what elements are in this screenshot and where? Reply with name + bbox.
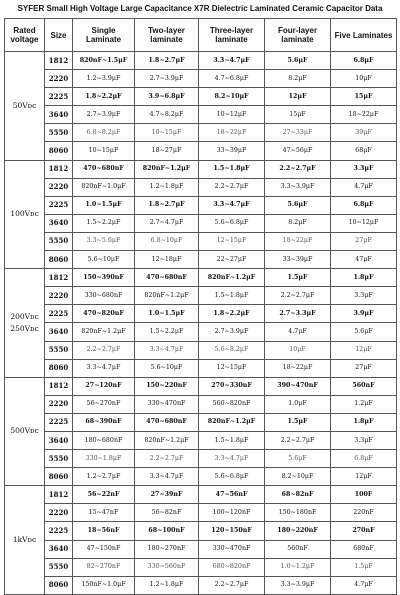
capacitance-cell: 150~180nF — [265, 504, 331, 522]
size-cell: 5550 — [45, 341, 73, 359]
capacitance-cell: 1.8~2.7μF — [135, 52, 199, 70]
size-cell: 5550 — [45, 124, 73, 142]
capacitance-cell: 1.2μF — [331, 395, 397, 413]
capacitance-cell: 680~820nF — [199, 558, 265, 576]
capacitance-cell: 4.7~8.2μF — [135, 106, 199, 124]
size-cell: 3640 — [45, 106, 73, 124]
capacitance-cell: 18~22μF — [199, 124, 265, 142]
capacitance-cell: 820nF~1.5μF — [73, 52, 135, 70]
capacitance-cell: 10~12μF — [199, 106, 265, 124]
capacitance-cell: 10~12μF — [331, 214, 397, 232]
capacitance-cell: 56~82nF — [135, 504, 199, 522]
capacitance-cell: 820nF~1.2μF — [199, 269, 265, 287]
capacitance-cell: 470~680nF — [135, 269, 199, 287]
capacitance-cell: 1.0μF — [265, 395, 331, 413]
capacitance-cell: 5.6~10μF — [73, 251, 135, 269]
capacitance-cell: 1.2~2.7μF — [73, 468, 135, 486]
size-cell: 2225 — [45, 196, 73, 214]
capacitance-cell: 2.7~3.9μF — [73, 106, 135, 124]
size-cell: 3640 — [45, 323, 73, 341]
capacitance-cell: 39μF — [331, 124, 397, 142]
capacitance-cell: 1.5~1.8μF — [199, 431, 265, 449]
capacitance-cell: 1.2~3.9μF — [73, 70, 135, 88]
capacitance-cell: 330~560nF — [135, 558, 199, 576]
capacitance-cell: 68μF — [331, 142, 397, 160]
capacitance-cell: 180~680nF — [73, 431, 135, 449]
size-cell: 2220 — [45, 287, 73, 305]
table-row — [5, 323, 397, 341]
capacitance-cell: 18~22μF — [331, 106, 397, 124]
capacitance-cell: 27μF — [331, 232, 397, 250]
table-row — [5, 486, 397, 504]
capacitance-cell: 6.8μF — [331, 450, 397, 468]
capacitance-cell: 2.7~4.7μF — [135, 214, 199, 232]
table-row — [5, 124, 397, 142]
table-row — [5, 431, 397, 449]
capacitance-cell: 390~470nF — [265, 377, 331, 395]
table-row — [5, 450, 397, 468]
capacitance-cell: 100F — [331, 486, 397, 504]
capacitance-cell: 560nF — [331, 377, 397, 395]
capacitance-cell: 4.7~6.8μF — [199, 70, 265, 88]
capacitance-cell: 150~220nF — [135, 377, 199, 395]
size-cell: 1812 — [45, 52, 73, 70]
capacitance-cell: 8.2μF — [265, 70, 331, 88]
capacitance-cell: 680nF — [331, 540, 397, 558]
capacitance-cell: 4.7μF — [331, 576, 397, 594]
header-two-layer: Two-layer laminate — [135, 19, 199, 52]
table-row — [5, 468, 397, 486]
table-row — [5, 522, 397, 540]
capacitance-cell: 68~100nF — [135, 522, 199, 540]
capacitance-cell: 10~15μF — [135, 124, 199, 142]
table-row — [5, 576, 397, 594]
capacitance-cell: 27~33μF — [265, 124, 331, 142]
capacitance-cell: 820nF~1.0μF — [73, 178, 135, 196]
capacitance-cell: 15μF — [265, 106, 331, 124]
capacitance-cell: 68~390nF — [73, 413, 135, 431]
capacitance-cell: 3.3μF — [331, 287, 397, 305]
capacitance-cell: 3.3~4.7μF — [199, 450, 265, 468]
capacitance-cell: 2.7~3.9μF — [135, 70, 199, 88]
capacitance-cell: 3.9~6.8μF — [135, 88, 199, 106]
capacitance-cell: 68~82nF — [265, 486, 331, 504]
table-row — [5, 504, 397, 522]
table-row — [5, 196, 397, 214]
capacitance-cell: 470~680nF — [73, 160, 135, 178]
table-row — [5, 558, 397, 576]
size-cell: 1812 — [45, 269, 73, 287]
page-title: SYFER Small High Voltage Large Capacitance X7R Dielectric Laminated Ceramic Capacitor Data — [17, 4, 383, 13]
capacitor-data-table — [4, 18, 397, 595]
rated-voltage-cell: 200Vᴅᴄ 250Vᴅᴄ — [5, 269, 45, 378]
capacitance-cell: 3.3~4.7μF — [135, 341, 199, 359]
capacitance-cell: 2.2~2.7μF — [265, 431, 331, 449]
table-row — [5, 232, 397, 250]
size-cell: 2220 — [45, 178, 73, 196]
size-cell: 2220 — [45, 70, 73, 88]
capacitance-cell: 2.2~2.7μF — [265, 287, 331, 305]
capacitance-cell: 12μF — [265, 88, 331, 106]
capacitance-cell: 47~150nF — [73, 540, 135, 558]
capacitance-cell: 3.3μF — [331, 431, 397, 449]
capacitance-cell: 2.2~2.7μF — [199, 576, 265, 594]
capacitance-cell: 330~470nF — [199, 540, 265, 558]
capacitance-cell: 2.2~2.7μF — [73, 341, 135, 359]
capacitance-cell: 820nF~1.2μF — [135, 287, 199, 305]
capacitance-cell: 1.2~1.8μF — [135, 576, 199, 594]
capacitance-cell: 1.8μF — [331, 413, 397, 431]
size-cell: 5550 — [45, 232, 73, 250]
table-row — [5, 106, 397, 124]
capacitance-cell: 1.8~2.2μF — [199, 305, 265, 323]
capacitance-cell: 8.2~10μF — [265, 468, 331, 486]
capacitance-cell: 3.3μF — [331, 160, 397, 178]
table-row — [5, 88, 397, 106]
rated-voltage-cell: 1kVᴅᴄ — [5, 486, 45, 595]
capacitance-cell: 5.6~6.8μF — [199, 468, 265, 486]
capacitance-cell: 3.9μF — [331, 305, 397, 323]
capacitance-cell: 2.2~2.7μF — [135, 450, 199, 468]
capacitance-cell: 1.5μF — [265, 269, 331, 287]
capacitance-cell: 820nF~1.2μF — [135, 160, 199, 178]
header-four-layer: Four-layer laminate — [265, 19, 331, 52]
size-cell: 2225 — [45, 305, 73, 323]
capacitance-cell: 3.3~3.9μF — [265, 576, 331, 594]
size-cell: 2225 — [45, 522, 73, 540]
capacitance-cell: 3.3~4.7μF — [199, 196, 265, 214]
capacitance-cell: 1.0~1.5μF — [135, 305, 199, 323]
table-row — [5, 214, 397, 232]
capacitance-cell: 5.6μF — [265, 196, 331, 214]
capacitance-cell: 10μF — [331, 70, 397, 88]
capacitance-cell: 3.3~4.7μF — [73, 359, 135, 377]
table-row — [5, 287, 397, 305]
capacitance-cell: 27~39nF — [135, 486, 199, 504]
size-cell: 3640 — [45, 431, 73, 449]
capacitance-cell: 1.5~1.8μF — [199, 287, 265, 305]
capacitance-cell: 4.7μF — [331, 178, 397, 196]
table-row — [5, 269, 397, 287]
capacitance-cell: 120~150nF — [199, 522, 265, 540]
capacitance-cell: 1.5~2.2μF — [135, 323, 199, 341]
capacitance-cell: 1.5μF — [331, 558, 397, 576]
capacitance-cell: 470~820nF — [73, 305, 135, 323]
capacitance-cell: 1.8μF — [331, 269, 397, 287]
capacitance-cell: 100~120nF — [199, 504, 265, 522]
table-header-row — [5, 19, 397, 52]
capacitance-cell: 5.6μF — [265, 52, 331, 70]
capacitance-cell: 820nF~1.2μF — [199, 413, 265, 431]
size-cell: 8060 — [45, 251, 73, 269]
capacitance-cell: 12μF — [331, 341, 397, 359]
capacitance-cell: 2.7~3.3μF — [265, 305, 331, 323]
capacitance-cell: 27μF — [331, 359, 397, 377]
rated-voltage-cell: 100Vᴅᴄ — [5, 160, 45, 269]
capacitance-cell: 6.8μF — [331, 196, 397, 214]
capacitance-cell: 8.2~10μF — [199, 88, 265, 106]
capacitance-cell: 10~15μF — [73, 142, 135, 160]
capacitance-cell: 1.5~2.2μF — [73, 214, 135, 232]
size-cell: 1812 — [45, 160, 73, 178]
capacitance-cell: 220nF — [331, 504, 397, 522]
table-body — [5, 52, 397, 595]
capacitance-cell: 3.3~3.9μF — [265, 178, 331, 196]
size-cell: 1812 — [45, 377, 73, 395]
capacitance-cell: 560nF — [265, 540, 331, 558]
capacitance-cell: 3.3~4.7μF — [199, 52, 265, 70]
capacitance-cell: 150~390nF — [73, 269, 135, 287]
capacitance-cell: 5.6μF — [265, 450, 331, 468]
capacitance-cell: 1.8~2.2μF — [73, 88, 135, 106]
capacitance-cell: 150nF~1.0μF — [73, 576, 135, 594]
capacitance-cell: 3.3~5.6μF — [73, 232, 135, 250]
size-cell: 8060 — [45, 142, 73, 160]
capacitance-cell: 560~820nF — [199, 395, 265, 413]
capacitance-cell: 2.2~2.7μF — [265, 160, 331, 178]
capacitance-cell: 1.5~1.8μF — [199, 160, 265, 178]
capacitance-cell: 33~39μF — [199, 142, 265, 160]
capacitance-cell: 27~120nF — [73, 377, 135, 395]
header-five-laminates: Five Laminates — [331, 19, 397, 52]
table-row — [5, 413, 397, 431]
capacitance-cell: 22~27μF — [199, 251, 265, 269]
rated-voltage-cell: 500Vᴅᴄ — [5, 377, 45, 486]
table-row — [5, 70, 397, 88]
capacitance-cell: 6.8~8.2μF — [73, 124, 135, 142]
capacitance-cell: 1.8~2.7μF — [135, 196, 199, 214]
capacitance-cell: 12~15μF — [199, 232, 265, 250]
capacitance-cell: 56~270nF — [73, 395, 135, 413]
size-cell: 3640 — [45, 214, 73, 232]
capacitance-cell: 1.5μF — [265, 413, 331, 431]
size-cell: 5550 — [45, 558, 73, 576]
capacitance-cell: 5.6~10μF — [135, 359, 199, 377]
table-row — [5, 251, 397, 269]
table-row — [5, 341, 397, 359]
table-row — [5, 178, 397, 196]
header-single-laminate: Single Laminate — [73, 19, 135, 52]
capacitance-cell: 1.0~1.2μF — [265, 558, 331, 576]
capacitance-cell: 2.7~3.9μF — [199, 323, 265, 341]
table-row — [5, 142, 397, 160]
size-cell: 8060 — [45, 468, 73, 486]
capacitance-cell: 820nF~1.2μF — [73, 323, 135, 341]
capacitance-cell: 47~56nF — [199, 486, 265, 504]
size-cell: 2220 — [45, 504, 73, 522]
size-cell: 2225 — [45, 413, 73, 431]
size-cell: 5550 — [45, 450, 73, 468]
capacitance-cell: 330~680nF — [73, 287, 135, 305]
capacitance-cell: 12~15μF — [199, 359, 265, 377]
size-cell: 8060 — [45, 576, 73, 594]
capacitance-cell: 18~27μF — [135, 142, 199, 160]
capacitance-cell: 1.2~1.8μF — [135, 178, 199, 196]
capacitance-cell: 270~330nF — [199, 377, 265, 395]
table-row — [5, 377, 397, 395]
header-size: Size — [45, 19, 73, 52]
header-three-layer: Three-layer laminate — [199, 19, 265, 52]
capacitance-cell: 47μF — [331, 251, 397, 269]
capacitance-cell: 470~680nF — [135, 413, 199, 431]
capacitance-cell: 6.8μF — [331, 52, 397, 70]
capacitance-cell: 1.0~1.5μF — [73, 196, 135, 214]
size-cell: 2225 — [45, 88, 73, 106]
capacitance-cell: 270nF — [331, 522, 397, 540]
capacitance-cell: 12~18μF — [135, 251, 199, 269]
capacitance-cell: 15μF — [331, 88, 397, 106]
table-row — [5, 395, 397, 413]
size-cell: 8060 — [45, 359, 73, 377]
capacitance-cell: 8.2μF — [265, 214, 331, 232]
table-row — [5, 305, 397, 323]
capacitance-cell: 15~47nF — [73, 504, 135, 522]
capacitance-cell: 82~270nF — [73, 558, 135, 576]
table-row — [5, 160, 397, 178]
capacitance-cell: 56~22nF — [73, 486, 135, 504]
table-row — [5, 52, 397, 70]
capacitance-cell: 18~22μF — [265, 232, 331, 250]
rated-voltage-cell: 50Vᴅᴄ — [5, 52, 45, 161]
capacitance-cell: 18~56nF — [73, 522, 135, 540]
capacitance-cell: 5.6~6.8μF — [199, 214, 265, 232]
size-cell: 3640 — [45, 540, 73, 558]
capacitance-cell: 3.3~4.7μF — [135, 468, 199, 486]
capacitance-cell: 47~56μF — [265, 142, 331, 160]
capacitance-cell: 5.6~8.2μF — [199, 341, 265, 359]
capacitance-cell: 12μF — [331, 468, 397, 486]
table-row — [5, 540, 397, 558]
header-rated-voltage: Rated voltage — [5, 19, 45, 52]
capacitance-cell: 2.2~2.7μF — [199, 178, 265, 196]
capacitance-cell: 4.7μF — [265, 323, 331, 341]
capacitance-cell: 5.6μF — [331, 323, 397, 341]
capacitance-cell: 10μF — [265, 341, 331, 359]
capacitance-cell: 180~220nF — [265, 522, 331, 540]
capacitance-cell: 330~470nF — [135, 395, 199, 413]
capacitance-cell: 820nF~1.2μF — [135, 431, 199, 449]
capacitance-cell: 180~270nF — [135, 540, 199, 558]
capacitance-cell: 330~1.8μF — [73, 450, 135, 468]
table-row — [5, 359, 397, 377]
size-cell: 2220 — [45, 395, 73, 413]
capacitance-cell: 18~22μF — [265, 359, 331, 377]
capacitance-cell: 6.8~10μF — [135, 232, 199, 250]
size-cell: 1812 — [45, 486, 73, 504]
capacitance-cell: 33~39μF — [265, 251, 331, 269]
